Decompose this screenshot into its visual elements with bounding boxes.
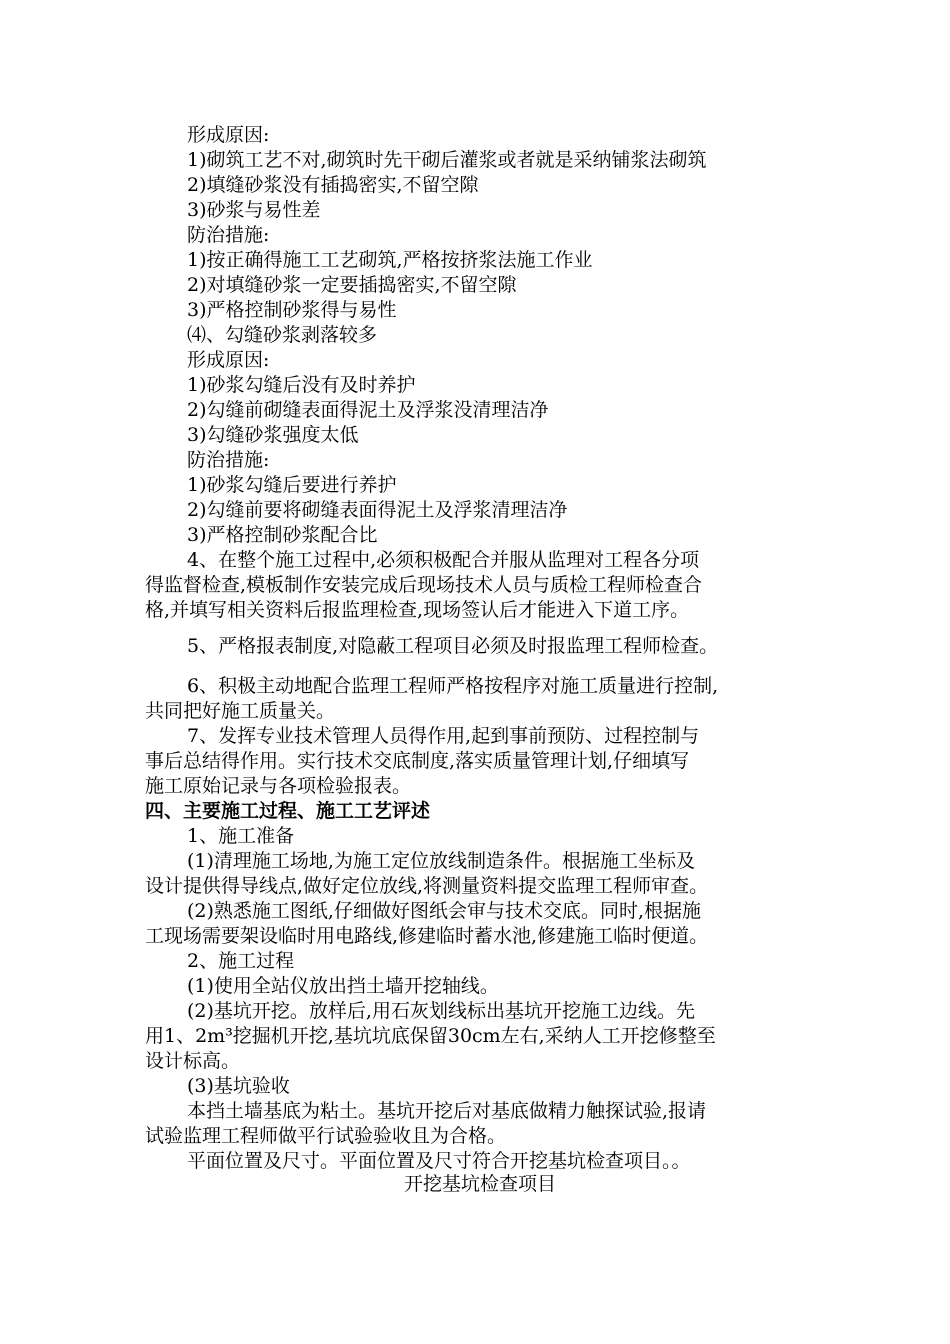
text-line: 平面位置及尺寸。平面位置及尺寸符合开挖基坑检查项目。。 — [187, 1150, 691, 1172]
text-line: 工现场需要架设临时用电路线,修建临时蓄水池,修建施工临时便道。 — [145, 925, 709, 947]
text-line: 2)填缝砂浆没有插捣密实,不留空隙 — [187, 174, 479, 196]
text-line: 4、在整个施工过程中,必须积极配合并服从监理对工程各分项 — [187, 549, 700, 571]
text-line: 防治措施: — [187, 449, 270, 471]
text-line: ⑷、勾缝砂浆剥落较多 — [187, 324, 378, 346]
text-line: 5、严格报表制度,对隐蔽工程项目必须及时报监理工程师检查。 — [187, 635, 719, 657]
text-line: 形成原因: — [187, 124, 270, 146]
text-line: 1)砂浆勾缝后要进行养护 — [187, 474, 397, 496]
text-line: 形成原因: — [187, 349, 270, 371]
table-caption: 开挖基坑检查项目 — [403, 1173, 556, 1195]
text-line: (1)清理施工场地,为施工定位放线制造条件。根据施工坐标及 — [187, 850, 695, 872]
text-line: 设计标高。 — [145, 1050, 241, 1072]
text-line: 试验监理工程师做平行试验验收且为合格。 — [145, 1125, 507, 1147]
text-line: 2)对填缝砂浆一定要插捣密实,不留空隙 — [187, 274, 517, 296]
text-line: 1)按正确得施工工艺砌筑,严格按挤浆法施工作业 — [187, 249, 593, 271]
text-line: 2、施工过程 — [187, 950, 295, 972]
text-line: 用1、2m³挖掘机开挖,基坑坑底保留30cm左右,采纳人工开挖修整至 — [145, 1025, 716, 1047]
text-line: (2)基坑开挖。放样后,用石灰划线标出基坑开挖施工边线。先 — [187, 1000, 695, 1022]
text-line: 3)勾缝砂浆强度太低 — [187, 424, 359, 446]
text-line: 1)砂浆勾缝后没有及时养护 — [187, 374, 416, 396]
text-line: 防治措施: — [187, 224, 270, 246]
text-line: (1)使用全站仪放出挡土墙开挖轴线。 — [187, 975, 499, 997]
text-line: 2)勾缝前砌缝表面得泥土及浮浆没清理洁净 — [187, 399, 549, 421]
text-line: 7、发挥专业技术管理人员得作用,起到事前预防、过程控制与 — [187, 725, 700, 747]
text-line: 1)砌筑工艺不对,砌筑时先干砌后灌浆或者就是采纳铺浆法砌筑 — [187, 149, 707, 171]
text-line: 1、施工准备 — [187, 825, 295, 847]
text-line: 施工原始记录与各项检验报表。 — [145, 775, 412, 797]
text-line: 设计提供得导线点,做好定位放线,将测量资料提交监理工程师审查。 — [145, 875, 709, 897]
text-line: 3)砂浆与易性差 — [187, 199, 321, 221]
text-line: (3)基坑验收 — [187, 1075, 290, 1097]
text-line: 共同把好施工质量关。 — [145, 700, 336, 722]
text-line: 得监督检查,模板制作安装完成后现场技术人员与质检工程师检查合 — [145, 574, 703, 596]
text-line: 3)严格控制砂浆得与易性 — [187, 299, 397, 321]
text-line: 6、积极主动地配合监理工程师严格按程序对施工质量进行控制, — [187, 675, 719, 697]
text-line: 事后总结得作用。实行技术交底制度,落实质量管理计划,仔细填写 — [145, 750, 690, 772]
text-line: 格,并填写相关资料后报监理检查,现场签认后才能进入下道工序。 — [145, 599, 690, 621]
section-heading: 四、主要施工过程、施工工艺评述 — [145, 800, 431, 822]
text-line: (2)熟悉施工图纸,仔细做好图纸会审与技术交底。同时,根据施 — [187, 900, 701, 922]
text-line: 2)勾缝前要将砌缝表面得泥土及浮浆清理洁净 — [187, 499, 568, 521]
text-line: 本挡土墙基底为粘土。基坑开挖后对基底做精力触探试验,报请 — [187, 1100, 707, 1122]
text-line: 3)严格控制砂浆配合比 — [187, 524, 378, 546]
